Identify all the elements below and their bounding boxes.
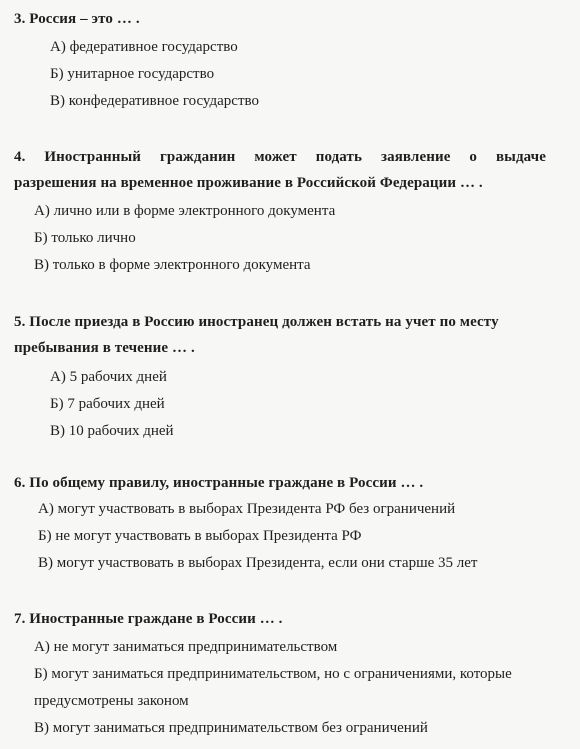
- answer-a: А) не могут заниматься предпринимательством: [34, 639, 338, 655]
- question-5-title-line-2: пребывания в течение … .: [14, 340, 195, 356]
- question-3: [14, 6, 554, 115]
- answer-a: А) лично или в форме электронного документа: [34, 203, 336, 219]
- answer-a: А) 5 рабочих дней: [50, 369, 167, 385]
- question-6: [14, 470, 554, 577]
- question-5: [14, 309, 554, 445]
- question-4-title-line-2: разрешения на временное проживание в Российской Федерации … .: [14, 175, 483, 191]
- answer-c: В) только в форме электронного документа: [34, 257, 311, 273]
- answer-b: Б) могут заниматься предпринимательством, но с ограничениями, которые предусмотрены законом: [34, 666, 512, 709]
- question-3-title: 3. Россия – это … .: [14, 11, 140, 27]
- answer-c: В) конфедеративное государство: [50, 93, 259, 109]
- question-4-title-line-1: 4. Иностранный гражданин может подать заявление о выдаче: [14, 149, 546, 165]
- answer-c: В) могут заниматься предпринимательством без ограничений: [34, 720, 428, 736]
- question-4: [14, 144, 546, 279]
- answer-c: В) могут участвовать в выборах Президента, если они старше 35 лет: [38, 555, 478, 571]
- answer-a: А) могут участвовать в выборах Президента РФ без ограничений: [38, 501, 456, 517]
- answer-b: Б) только лично: [34, 230, 136, 246]
- question-7-title: 7. Иностранные граждане в России … .: [14, 611, 283, 627]
- question-3-answers: [14, 34, 554, 115]
- answer-c: В) 10 рабочих дней: [50, 423, 174, 439]
- answer-b: Б) унитарное государство: [50, 66, 215, 82]
- question-7: [14, 606, 554, 742]
- answer-a: А) федеративное государство: [50, 39, 238, 55]
- answer-b: Б) не могут участвовать в выборах Президента РФ: [38, 528, 362, 544]
- question-6-answers: [14, 496, 554, 577]
- question-5-title-line-1: 5. После приезда в Россию иностранец должен встать на учет по месту: [14, 314, 499, 330]
- question-5-answers: [14, 364, 554, 445]
- question-4-answers: [14, 198, 546, 279]
- answer-b: Б) 7 рабочих дней: [50, 396, 165, 412]
- question-6-title: 6. По общему правилу, иностранные граждане в России … .: [14, 475, 424, 491]
- question-7-answers: [14, 634, 554, 742]
